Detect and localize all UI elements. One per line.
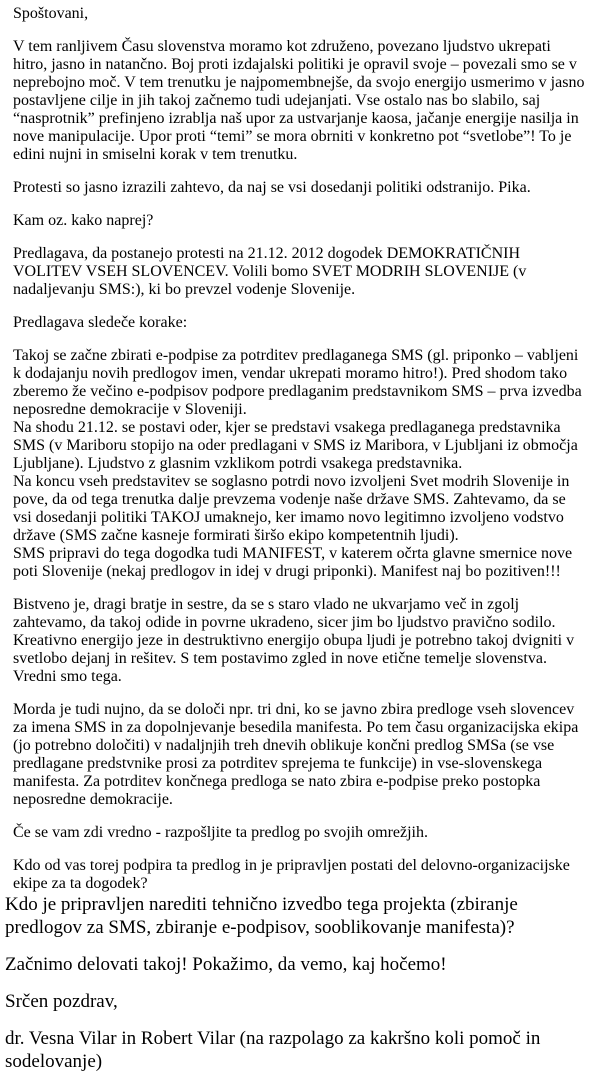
step-confirmation: Na koncu vseh predstavitev se soglasno potrdi novo izvoljeni Svet modrih Slovenije in pove, da od tega trenutka dalje prevzema vodenje naše države SMS. Zahtevamo, da se vsi dosedanji politiki TAKOJ umaknejo, ker imamo novo legitimno izvoljeno vodstvo države (SMS začne kasneje formirati širšo ekipo kompetentnih ljudi). [13, 473, 570, 544]
step-signatures: Takoj se začne zbirati e-podpise za potrditev predlaganega SMS (gl. priponko – vabljeni k dodajanju novih predlogov imen, vendar ukrepati moramo hitro!). Pred shodom tako zberemo že večino e-podpisov podpore predlaganim predstavnikom SMS – prva izvedba neposredne demokracije v Sloveniji. [13, 347, 582, 418]
closing: Srčen pozdrav, [5, 991, 118, 1012]
paragraph-question-forward: Kam oz. kako naprej? [13, 212, 154, 229]
paragraph-tech-question: Kdo je pripravljen narediti tehnično izvedbo tega projekta (zbiranje predlogov za SMS, zbiranje e-podpisov, sooblikovanje manifesta)? [5, 894, 518, 938]
paragraph-intro: V tem ranljivem Času slovenstva moramo kot združeno, povezano ljudstvo ukrepati hitro, jasno in natančno. Boj proti izdajalski politiki je opravil svoje – povezali smo se v neprebojno moč. V tem trenutku je najpomembnejše, da svojo energijo usmerimo v jasno postavljene cilje in jih takoj začnemo tudi udejanjati. Vse ostalo nas bo slabilo, saj “nasprotnik” prefinjeno izrablja naš upor za ustvarjanje kaosa, jačanje energije nasilja in nove manipulacije. Upor proti “temi” se mora obrniti v konkretno pot “svetlobe”! To je edini nujni in smiselni korak v tem trenutku. [13, 38, 585, 163]
step-manifest: SMS pripravi do tega dogodka tudi MANIFEST, v katerem očrta glavne smernice nove poti Slovenije (nekaj predlogov in idej v drugi priponki). Manifest naj bo pozitiven!!! [13, 545, 573, 580]
paragraph-timeline: Morda je tudi nujno, da se določi npr. tri dni, ko se javno zbira predloge vseh slovencev za imena SMS in za dopolnjevanje besedila manifesta. Po tem času organizacijska ekipa (jo potrebno določiti) v nadaljnjih treh dnevih oblikuje končni predlog SMSa (se vse predlagane predstvnike prosi za potrditev sprejema te funkcije) in vse-slovenskega manifesta. Za potrditev končnega predloga se nato zbira e-podpise preko postopka neposredne demokracije. [13, 701, 579, 808]
signature: dr. Vesna Vilar in Robert Vilar (na razpolago za kakršno koli pomoč in sodelovanje) [5, 1028, 541, 1072]
paragraph-essence: Bistveno je, dragi bratje in sestre, da se s staro vlado ne ukvarjamo več in zgolj zahtevamo, da takoj odide in povrne ukradeno, sicer jim bo ljudstvo pravično sodilo. Kreativno energijo jeze in destruktivno energijo obupa ljudi je potrebno takoj dvigniti v svetlobo dejanj in rešitev. S tem postavimo zgled in nove etične temelje slovenstva. Vredni smo tega. [13, 596, 575, 685]
paragraph-protests: Protesti so jasno izrazili zahtevo, da naj se vsi dosedanji politiki odstranijo. Pika. [13, 179, 531, 196]
paragraph-call-to-action: Začnimo delovati takoj! Pokažimo, da vemo, kaj hočemo! [5, 954, 447, 975]
paragraph-support-question: Kdo od vas torej podpira ta predlog in je pripravljen postati del delovno-organizacijske ekipe za ta dogodek? [13, 857, 570, 892]
paragraph-proposal: Predlagava, da postanejo protesti na 21.12. 2012 dogodek DEMOKRATIČNIH VOLITEV VSEH SLOVENCEV. Volili bomo SVET MODRIH SLOVENIJE (v nadaljevanju SMS:), ki bo prevzel vodenje Slovenije. [13, 245, 527, 298]
salutation: Spoštovani, [13, 5, 89, 22]
paragraph-steps-intro: Predlagava sledeče korake: [13, 314, 188, 331]
paragraph-share: Če se vam zdi vredno - razpošljite ta predlog po svojih omrežjih. [13, 824, 428, 841]
step-stage: Na shodu 21.12. se postavi oder, kjer se predstavi vsakega predlaganega predstavnika SMS (v Mariboru stopijo na oder predlagani v SMS iz Maribora, v Ljubljani iz območja Ljubljane). Ljudstvo z glasnim vzklikom potrdi vsakega predstavnika. [13, 419, 578, 472]
